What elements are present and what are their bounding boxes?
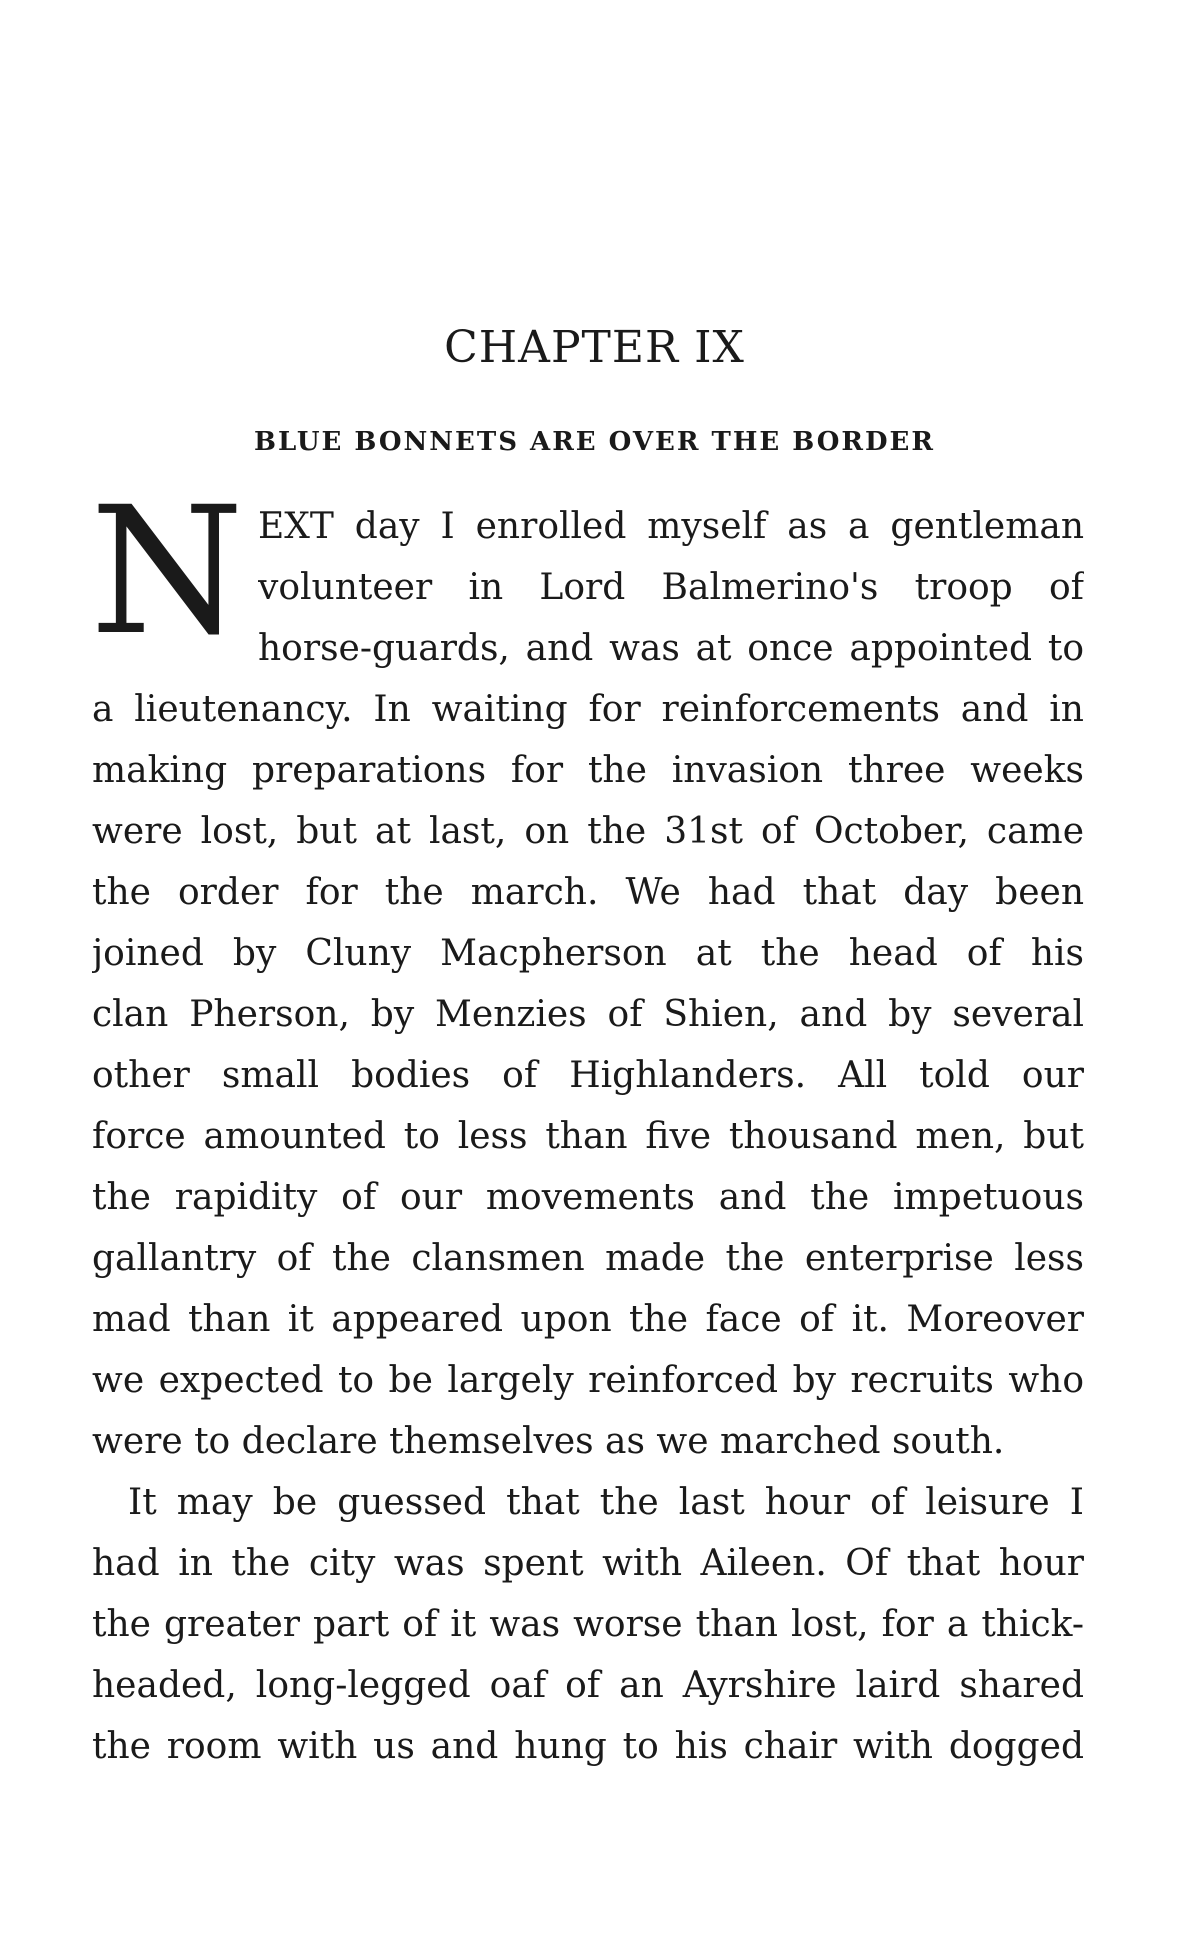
- text-line: we expected to be largely reinforced by recruits who: [92, 1360, 1084, 1401]
- text-line: making preparations for the invasion three weeks: [92, 750, 1084, 791]
- text-line: the room with us and hung to his chair with dogged: [92, 1726, 1084, 1767]
- drop-cap: N: [90, 469, 244, 674]
- text-line: horse-guards, and was at once appointed to: [258, 628, 1084, 669]
- text-line: were lost, but at last, on the 31st of October, came: [92, 811, 1084, 852]
- text-line: the rapidity of our movements and the impetuous: [92, 1177, 1084, 1218]
- chapter-title: CHAPTER IX: [444, 322, 745, 373]
- chapter-body: [90, 469, 1084, 1777]
- paragraph-2: [92, 1472, 1084, 1777]
- paragraph-1: [90, 469, 1084, 1472]
- text-line: joined by Cluny Macpherson at the head of his: [92, 933, 1084, 974]
- text-line: force amounted to less than five thousand men, but: [92, 1116, 1084, 1157]
- text-line: were to declare themselves as we marched south.: [92, 1421, 1005, 1462]
- text-line: the order for the march. We had that day been: [92, 872, 1084, 913]
- text-line: had in the city was spent with Aileen. Of that hour: [92, 1543, 1084, 1584]
- text-line: It may be guessed that the last hour of leisure I: [128, 1482, 1084, 1523]
- text-line: clan Pherson, by Menzies of Shien, and by several: [92, 994, 1084, 1035]
- text-line: volunteer in Lord Balmerino's troop of: [258, 567, 1084, 608]
- text-line: a lieutenancy. In waiting for reinforcements and in: [92, 689, 1084, 730]
- chapter-subtitle: BLUE BONNETS ARE OVER THE BORDER: [254, 427, 935, 457]
- text-line: other small bodies of Highlanders. All told our: [92, 1055, 1084, 1096]
- text-line: EXT day I enrolled myself as a gentleman: [258, 506, 1084, 547]
- text-line: gallantry of the clansmen made the enterprise less: [92, 1238, 1084, 1279]
- text-line: headed, long-legged oaf of an Ayrshire laird shared: [92, 1665, 1084, 1706]
- text-line: the greater part of it was worse than lost, for a thick-: [92, 1604, 1084, 1645]
- text-line: mad than it appeared upon the face of it. Moreover: [92, 1299, 1084, 1340]
